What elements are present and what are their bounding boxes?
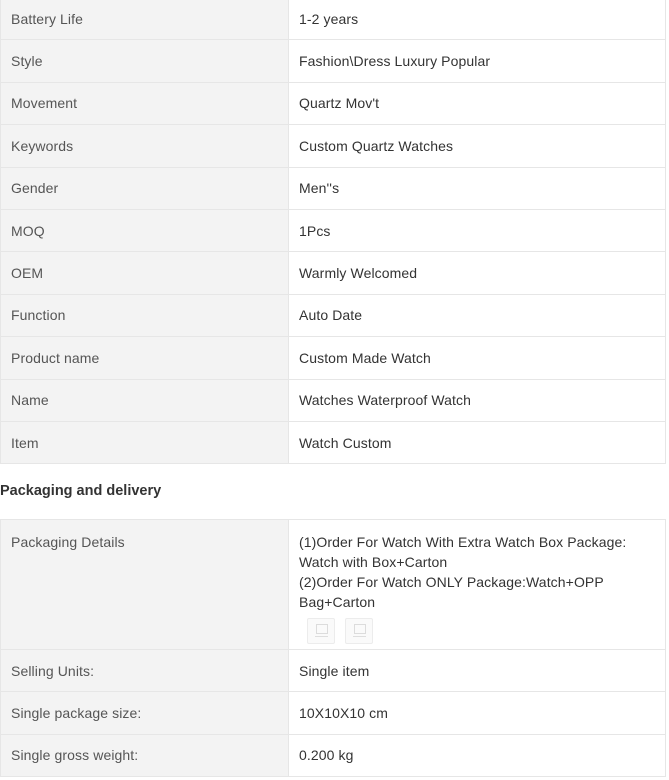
attribute-value: Men''s [289, 167, 666, 209]
attribute-key: OEM [1, 252, 289, 294]
packaging-value: 0.200 kg [289, 734, 666, 776]
attribute-key: MOQ [1, 209, 289, 251]
attribute-key: Gender [1, 167, 289, 209]
packaging-details-key: Packaging Details [1, 520, 289, 650]
attribute-value: 1Pcs [289, 209, 666, 251]
table-row [1, 650, 666, 692]
table-row [1, 692, 666, 734]
table-row [1, 167, 666, 209]
table-row [1, 379, 666, 421]
attribute-value: 1-2 years [289, 0, 666, 40]
packaging-details-line: Watch with Box+Carton [299, 554, 448, 570]
packaging-image-thumbnail[interactable] [345, 618, 373, 644]
packaging-key: Single gross weight: [1, 734, 289, 776]
attribute-key: Name [1, 379, 289, 421]
attribute-value: Custom Made Watch [289, 337, 666, 379]
table-row [1, 0, 666, 40]
attribute-key: Movement [1, 82, 289, 124]
packaging-image-thumbnails [299, 618, 655, 644]
table-row [1, 209, 666, 251]
attribute-value: Warmly Welcomed [289, 252, 666, 294]
packaging-details-line: Bag+Carton [299, 594, 376, 610]
attribute-value: Custom Quartz Watches [289, 125, 666, 167]
packaging-table [0, 519, 666, 777]
attribute-key: Product name [1, 337, 289, 379]
packaging-details-text [299, 532, 655, 612]
table-row [1, 421, 666, 463]
attribute-key: Function [1, 294, 289, 336]
table-row [1, 337, 666, 379]
table-row [1, 82, 666, 124]
packaging-details-line: (2)Order For Watch ONLY Package:Watch+OPP [299, 574, 604, 590]
attribute-key: Keywords [1, 125, 289, 167]
attribute-value: Fashion\Dress Luxury Popular [289, 40, 666, 82]
packaging-details-value [289, 520, 666, 650]
attribute-value: Auto Date [289, 294, 666, 336]
table-row [1, 40, 666, 82]
attribute-key: Item [1, 421, 289, 463]
attribute-value: Quartz Mov't [289, 82, 666, 124]
attribute-key: Battery Life [1, 0, 289, 40]
packaging-value: Single item [289, 650, 666, 692]
table-row [1, 520, 666, 650]
table-row [1, 252, 666, 294]
packaging-key: Selling Units: [1, 650, 289, 692]
table-row [1, 125, 666, 167]
attribute-value: Watch Custom [289, 421, 666, 463]
packaging-value: 10X10X10 cm [289, 692, 666, 734]
packaging-image-thumbnail[interactable] [307, 618, 335, 644]
packaging-details-line: (1)Order For Watch With Extra Watch Box Package: [299, 534, 627, 550]
packaging-key: Single package size: [1, 692, 289, 734]
table-row [1, 294, 666, 336]
table-row [1, 734, 666, 776]
attribute-key: Style [1, 40, 289, 82]
attribute-value: Watches Waterproof Watch [289, 379, 666, 421]
packaging-section-title: Packaging and delivery [0, 483, 162, 499]
